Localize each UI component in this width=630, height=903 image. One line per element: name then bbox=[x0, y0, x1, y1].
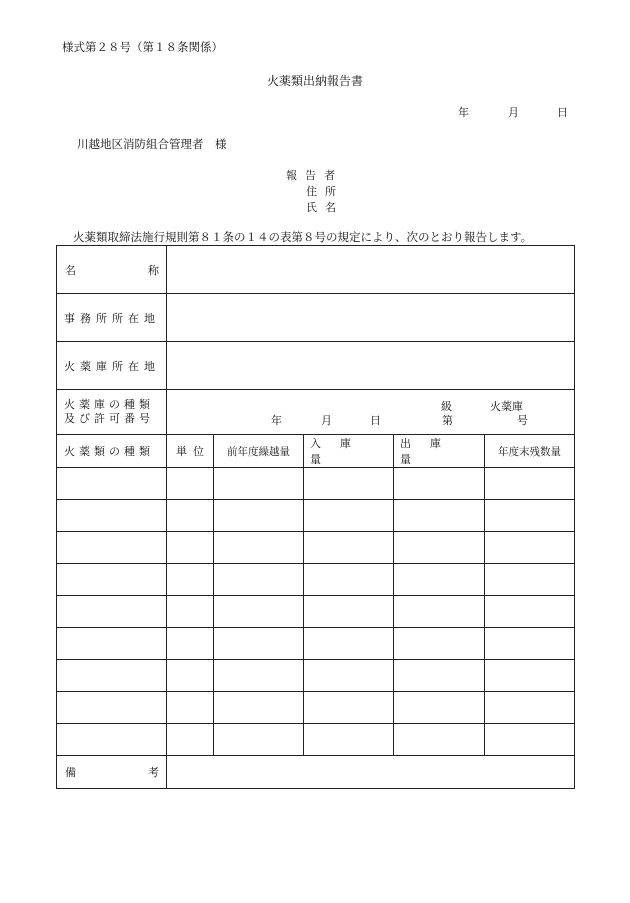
outbound-cell[interactable] bbox=[394, 692, 485, 724]
column-remaining: 年度末残数量 bbox=[485, 435, 575, 468]
remaining-cell[interactable] bbox=[485, 596, 575, 628]
table-row bbox=[57, 564, 575, 596]
remarks-label bbox=[57, 764, 166, 780]
column-type: 火薬類の種類 bbox=[57, 435, 167, 468]
inbound-cell[interactable] bbox=[304, 724, 394, 756]
storage-type-row bbox=[57, 390, 575, 435]
remaining-cell[interactable] bbox=[485, 564, 575, 596]
carryover-cell[interactable] bbox=[214, 564, 304, 596]
table-row bbox=[57, 500, 575, 532]
storage-value-cell[interactable] bbox=[167, 342, 575, 390]
table-row bbox=[57, 468, 575, 500]
storage-type-label-line2: 及び許可番号 bbox=[64, 412, 154, 425]
remaining-cell[interactable] bbox=[485, 468, 575, 500]
remarks-label-char: 備 bbox=[65, 766, 76, 779]
remarks-value-cell[interactable] bbox=[167, 756, 575, 789]
carryover-cell[interactable] bbox=[214, 628, 304, 660]
remaining-cell[interactable] bbox=[485, 692, 575, 724]
statement: 火薬類取締法施行規則第８１条の１４の表第８号の規定により、次のとおり報告します。 bbox=[73, 230, 533, 244]
remaining-cell[interactable] bbox=[485, 660, 575, 692]
type-cell[interactable] bbox=[57, 532, 167, 564]
outbound-cell[interactable] bbox=[394, 564, 485, 596]
reporter-address-label: 住所 bbox=[306, 185, 344, 198]
unit-cell[interactable] bbox=[167, 596, 214, 628]
column-inbound: 入庫量 bbox=[304, 435, 394, 468]
outbound-cell[interactable] bbox=[394, 628, 485, 660]
column-header-row bbox=[57, 435, 575, 468]
outbound-cell[interactable] bbox=[394, 724, 485, 756]
table-row bbox=[57, 628, 575, 660]
table-row bbox=[57, 660, 575, 692]
date-month-label: 月 bbox=[508, 106, 519, 119]
carryover-cell[interactable] bbox=[214, 500, 304, 532]
unit-cell[interactable] bbox=[167, 468, 214, 500]
document-title: 火薬類出納報告書 bbox=[266, 74, 363, 88]
grade-word: 級 bbox=[441, 400, 452, 413]
permit-month-label: 月 bbox=[321, 414, 332, 427]
unit-cell[interactable] bbox=[167, 500, 214, 532]
permit-day-label: 日 bbox=[370, 414, 381, 427]
unit-cell[interactable] bbox=[167, 532, 214, 564]
name-row bbox=[57, 246, 575, 294]
outbound-cell[interactable] bbox=[394, 500, 485, 532]
remaining-cell[interactable] bbox=[485, 500, 575, 532]
name-label-cell bbox=[57, 246, 167, 294]
remarks-label-cell bbox=[57, 756, 167, 789]
outbound-cell[interactable] bbox=[394, 468, 485, 500]
form-number: 様式第２８号（第１８条関係） bbox=[62, 40, 223, 54]
type-cell[interactable] bbox=[57, 660, 167, 692]
office-label: 事務所所在地 bbox=[57, 294, 167, 342]
date-day-label: 日 bbox=[557, 106, 568, 119]
inbound-cell[interactable] bbox=[304, 628, 394, 660]
inbound-cell[interactable] bbox=[304, 596, 394, 628]
unit-cell[interactable] bbox=[167, 564, 214, 596]
office-row bbox=[57, 294, 575, 342]
column-unit: 単位 bbox=[167, 435, 214, 468]
storage-row bbox=[57, 342, 575, 390]
type-cell[interactable] bbox=[57, 692, 167, 724]
type-cell[interactable] bbox=[57, 724, 167, 756]
inbound-cell[interactable] bbox=[304, 468, 394, 500]
unit-cell[interactable] bbox=[167, 724, 214, 756]
type-cell[interactable] bbox=[57, 628, 167, 660]
reporter-label: 報告者 bbox=[286, 169, 343, 182]
storage-grade-line bbox=[167, 398, 574, 412]
table-row bbox=[57, 724, 575, 756]
inbound-cell[interactable] bbox=[304, 500, 394, 532]
name-label-char: 称 bbox=[148, 263, 159, 277]
permit-year-label: 年 bbox=[271, 414, 282, 427]
storage-word: 火薬庫 bbox=[490, 400, 523, 413]
storage-type-label bbox=[57, 390, 167, 435]
carryover-cell[interactable] bbox=[214, 532, 304, 564]
table-row bbox=[57, 532, 575, 564]
name-label-char: 名 bbox=[65, 263, 76, 277]
table-row bbox=[57, 692, 575, 724]
inbound-cell[interactable] bbox=[304, 564, 394, 596]
remarks-label-char: 考 bbox=[148, 766, 159, 779]
carryover-cell[interactable] bbox=[214, 660, 304, 692]
office-value-cell[interactable] bbox=[167, 294, 575, 342]
remaining-cell[interactable] bbox=[485, 628, 575, 660]
column-outbound: 出庫量 bbox=[394, 435, 485, 468]
carryover-cell[interactable] bbox=[214, 724, 304, 756]
type-cell[interactable] bbox=[57, 596, 167, 628]
permit-line bbox=[167, 412, 574, 426]
name-label bbox=[57, 262, 166, 278]
unit-cell[interactable] bbox=[167, 628, 214, 660]
addressee: 川越地区消防組合管理者 様 bbox=[77, 137, 227, 151]
report-table bbox=[56, 245, 575, 789]
outbound-cell[interactable] bbox=[394, 660, 485, 692]
type-cell[interactable] bbox=[57, 500, 167, 532]
table-row bbox=[57, 596, 575, 628]
unit-cell[interactable] bbox=[167, 692, 214, 724]
inbound-cell[interactable] bbox=[304, 532, 394, 564]
inbound-cell[interactable] bbox=[304, 692, 394, 724]
number-prefix: 第 bbox=[442, 414, 453, 427]
type-cell[interactable] bbox=[57, 564, 167, 596]
inbound-cell[interactable] bbox=[304, 660, 394, 692]
outbound-cell[interactable] bbox=[394, 532, 485, 564]
carryover-cell[interactable] bbox=[214, 468, 304, 500]
storage-type-value-cell[interactable] bbox=[167, 390, 575, 435]
name-value-cell[interactable] bbox=[167, 246, 575, 294]
column-carryover: 前年度繰越量 bbox=[214, 435, 304, 468]
unit-cell[interactable] bbox=[167, 660, 214, 692]
type-cell[interactable] bbox=[57, 468, 167, 500]
storage-type-label-line1: 火薬庫の種類 bbox=[64, 398, 154, 411]
remaining-cell[interactable] bbox=[485, 724, 575, 756]
number-suffix: 号 bbox=[517, 414, 528, 427]
reporter-name-label: 氏名 bbox=[306, 201, 344, 214]
carryover-cell[interactable] bbox=[214, 596, 304, 628]
storage-label: 火薬庫所在地 bbox=[57, 342, 167, 390]
carryover-cell[interactable] bbox=[214, 692, 304, 724]
date-year-label: 年 bbox=[458, 106, 469, 119]
outbound-cell[interactable] bbox=[394, 596, 485, 628]
remarks-row bbox=[57, 756, 575, 789]
remaining-cell[interactable] bbox=[485, 532, 575, 564]
